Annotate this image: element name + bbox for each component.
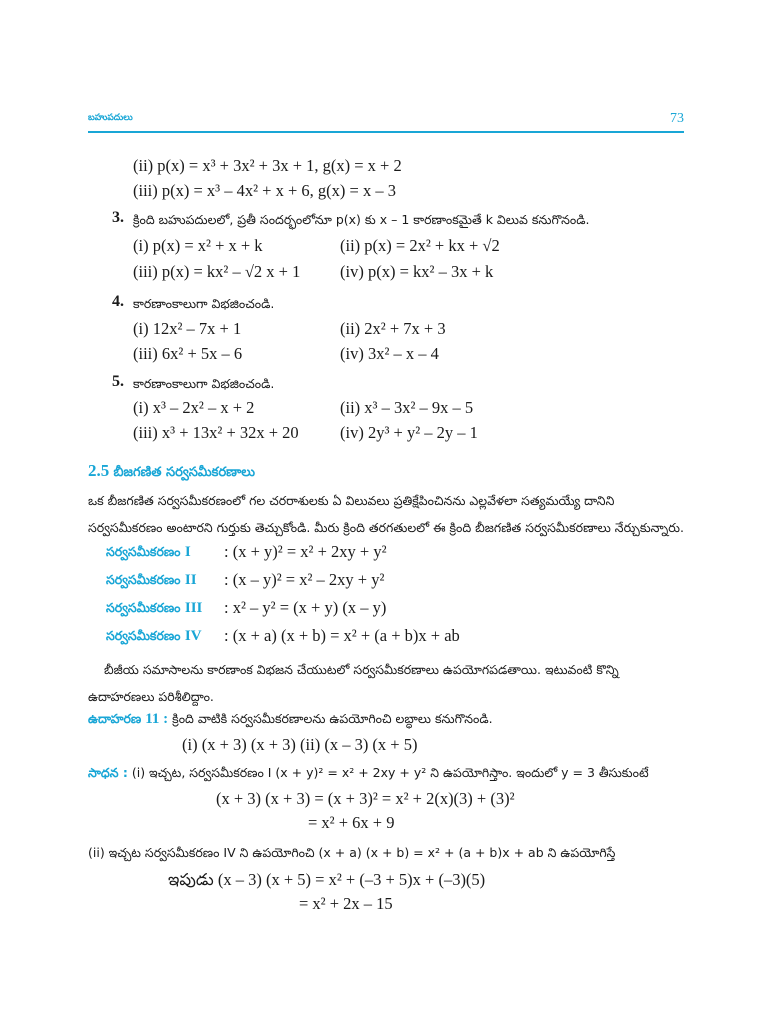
exercise-4-item-iv: (iv) 3x² – x – 4: [340, 344, 439, 363]
identity-3-label: సర్వసమీకరణం III: [106, 600, 203, 616]
solution-line-5: ఇపుడు (x – 3) (x + 5) = x² + (–3 + 5)x + (–3)(5): [168, 870, 486, 889]
identity-3: [106, 599, 202, 619]
solution-text-1: (i) ఇచ్చట, సర్వసమీకరణం I (x + y)² = x² + 2xy + y² ని ఉపయోగిస్తాం. ఇందులో y = 3 తీసుకుంటే: [131, 765, 649, 780]
identity-4-label: సర్వసమీకరణం IV: [106, 628, 202, 644]
identity-2: [106, 571, 197, 591]
solution-line-4: (ii) ఇచ్చట సర్వసమీకరణం IV ని ఉపయోగించి (x + a) (x + b) = x² + (a + b)x + ab ని ఉపయోగిస్తే: [88, 845, 616, 860]
exercise-5-number: 5.: [112, 373, 124, 390]
exercise-3-question: క్రింది బహుపదులలో, ప్రతీ సందర్భంలోనూ p(x) కు x – 1 కారణాంకమైతే k విలువ కనుగొనండి.: [133, 212, 590, 227]
identity-2-label: సర్వసమీకరణం II: [106, 572, 197, 588]
intro-paragraph: ఒక బీజగణిత సర్వసమీకరణంలో గల చరరాశులకు ఏ విలువలు ప్రతిక్షేపించినను ఎల్లవేళలా సత్యమయ్యే దానిని సర్వసమీకరణం అంటారని గుర్తుకు తెచ్చుకోండి. మీరు క్రింది తరగతులలో ఈ క్రింది బీజగణిత సర్వసమీకరణాలు నేర్చుకున్నారు.: [88, 493, 684, 535]
example-label: ఉదాహరణ: [88, 711, 142, 726]
exercise-3-number: 3.: [112, 209, 124, 226]
header-rule: [88, 131, 684, 133]
solution-label: సాధన :: [88, 765, 128, 780]
solution-line-2: (x + 3) (x + 3) = (x + 3)² = x² + 2(x)(3) + (3)²: [216, 789, 515, 808]
solution-line-6: = x² + 2x – 15: [299, 894, 393, 913]
section-heading: [88, 461, 255, 483]
exercise-4-item-i: (i) 12x² – 7x + 1: [133, 319, 242, 338]
solution-line-3: = x² + 6x + 9: [308, 813, 395, 832]
exercise-2-item-iii: (iii) p(x) = x³ – 4x² + x + 6, g(x) = x – 3: [133, 181, 396, 200]
exercise-4-number: 4.: [112, 293, 124, 310]
example-parts: (i) (x + 3) (x + 3) (ii) (x – 3) (x + 5): [182, 735, 418, 754]
section-number: 2.5: [88, 461, 110, 480]
example-number: 11 :: [145, 711, 169, 727]
exercise-3-item-iii: (iii) p(x) = kx² – √2 x + 1: [133, 262, 301, 281]
chapter-title: బహుపదులు: [88, 113, 133, 123]
identity-4-formula: : (x + a) (x + b) = x² + (a + b)x + ab: [224, 626, 460, 645]
usage-paragraph: బీజీయ సమాసాలను కారణాంక విభజన చేయుటలో సర్వసమీకరణాలు ఉపయోగపడతాయి. ఇటువంటి కొన్ని ఉదాహరణలు పరిశీలిద్దాం.: [88, 662, 619, 704]
identity-1: [106, 543, 191, 563]
exercise-5-item-ii: (ii) x³ – 3x² – 9x – 5: [340, 398, 474, 417]
identity-3-formula: : x² – y² = (x + y) (x – y): [224, 598, 387, 617]
exercise-3-item-ii: (ii) p(x) = 2x² + kx + √2: [340, 236, 500, 255]
identity-4: [106, 627, 202, 647]
example-question: క్రింది వాటికి సర్వసమీకరణాలను ఉపయోగించి లబ్ధాలు కనుగొనండి.: [172, 711, 493, 726]
identity-2-formula: : (x – y)² = x² – 2xy + y²: [224, 570, 385, 589]
identity-1-label: సర్వసమీకరణం I: [106, 544, 191, 560]
exercise-2-item-ii: (ii) p(x) = x³ + 3x² + 3x + 1, g(x) = x + 2: [133, 156, 402, 175]
example-heading: [88, 710, 493, 730]
exercise-4-item-iii: (iii) 6x² + 5x – 6: [133, 344, 243, 363]
exercise-4-item-ii: (ii) 2x² + 7x + 3: [340, 319, 446, 338]
exercise-3-item-iv: (iv) p(x) = kx² – 3x + k: [340, 262, 494, 281]
section-title: బీజగణిత సర్వసమీకరణాలు: [113, 465, 256, 480]
solution-line-1: [88, 764, 649, 784]
exercise-5-item-iii: (iii) x³ + 13x² + 32x + 20: [133, 423, 299, 442]
exercise-5-question: కారణాంకాలుగా విభజించండి.: [133, 376, 275, 391]
identity-1-formula: : (x + y)² = x² + 2xy + y²: [224, 542, 387, 561]
exercise-4-question: కారణాంకాలుగా విభజించండి.: [133, 296, 275, 311]
exercise-3-item-i: (i) p(x) = x² + x + k: [133, 236, 263, 255]
exercise-5-item-iv: (iv) 2y³ + y² – 2y – 1: [340, 423, 478, 442]
page-number: 73: [670, 111, 684, 126]
exercise-5-item-i: (i) x³ – 2x² – x + 2: [133, 398, 255, 417]
